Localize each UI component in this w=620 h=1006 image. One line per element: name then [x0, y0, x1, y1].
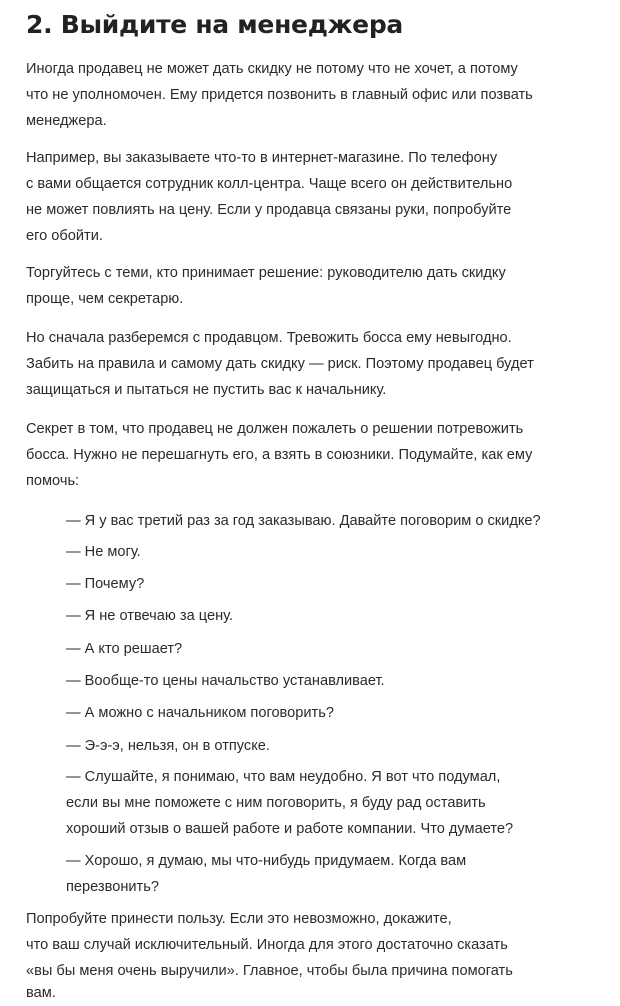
paragraph-line: Например, вы заказываете что-то в интернет-магазине. По телефону: [26, 150, 498, 166]
dialog-line: — А кто решает?: [66, 641, 183, 657]
paragraph-line: менеджера.: [26, 113, 107, 129]
paragraph-line: что не уполномочен. Ему придется позвонить в главный офис или позвать: [26, 87, 533, 103]
dialog-line: хороший отзыв о вашей работе и работе компании. Что думаете?: [66, 821, 514, 837]
dialog-line: — Хорошо, я думаю, мы что-нибудь придумаем. Когда вам: [66, 853, 467, 869]
dialog-line: — Вообще-то цены начальство устанавливает.: [66, 673, 385, 689]
paragraph-line: проще, чем секретарю.: [26, 291, 184, 307]
paragraph-line: «вы бы меня очень выручили». Главное, чтобы была причина помогать: [26, 963, 513, 979]
paragraph-line: Но сначала разберемся с продавцом. Тревожить босса ему невыгодно.: [26, 330, 512, 346]
paragraph-line: защищаться и пытаться не пустить вас к начальнику.: [26, 382, 387, 398]
paragraph-line: что ваш случай исключительный. Иногда для этого достаточно сказать: [26, 937, 508, 953]
dialog-line: — Э-э-э, нельзя, он в отпуске.: [66, 738, 270, 754]
paragraph-line: не может повлиять на цену. Если у продавца связаны руки, попробуйте: [26, 202, 512, 218]
dialog-line: — Слушайте, я понимаю, что вам неудобно. Я вот что подумал,: [66, 769, 501, 785]
paragraph-line: его обойти.: [26, 228, 103, 244]
paragraph-line: Секрет в том, что продавец не должен пожалеть о решении потревожить: [26, 421, 524, 437]
dialog-line: — Я у вас третий раз за год заказываю. Давайте поговорим о скидке?: [66, 513, 541, 529]
paragraph-line: помочь:: [26, 473, 80, 489]
dialog-line: — А можно с начальником поговорить?: [66, 705, 334, 721]
paragraph-line: Попробуйте принести пользу. Если это невозможно, докажите,: [26, 911, 452, 927]
paragraph-line: вам.: [26, 985, 56, 1001]
dialog-line: — Почему?: [66, 576, 145, 592]
dialog-line: — Не могу.: [66, 544, 141, 560]
section-heading: 2. Выйдите на менеджера: [26, 10, 403, 39]
paragraph-line: босса. Нужно не перешагнуть его, а взять в союзники. Подумайте, как ему: [26, 447, 533, 463]
paragraph-line: с вами общается сотрудник колл-центра. Чаще всего он действительно: [26, 176, 513, 192]
dialog-line: если вы мне поможете с ним поговорить, я буду рад оставить: [66, 795, 486, 811]
dialog-line: — Я не отвечаю за цену.: [66, 608, 234, 624]
paragraph-line: Забить на правила и самому дать скидку — риск. Поэтому продавец будет: [26, 356, 534, 372]
paragraph-line: Иногда продавец не может дать скидку не потому что не хочет, а потому: [26, 61, 518, 77]
dialog-line: перезвонить?: [66, 879, 159, 895]
paragraph-line: Торгуйтесь с теми, кто принимает решение: руководителю дать скидку: [26, 265, 506, 281]
